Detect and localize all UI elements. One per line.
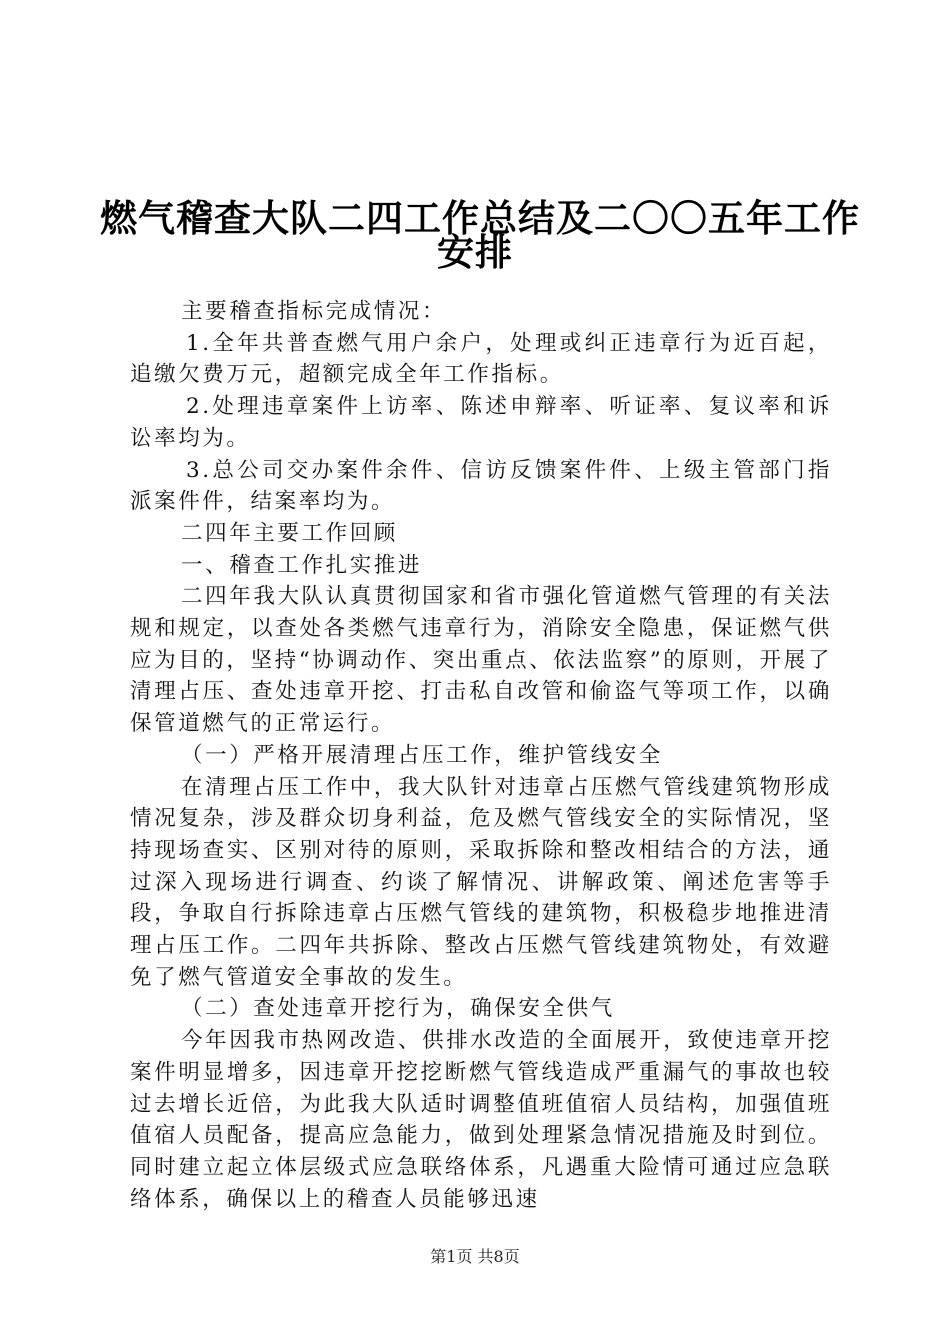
paragraph-section-1-body: 二四年我大队认真贯彻国家和省市强化管道燃气管理的有关法规和规定，以查处各类燃气违章行为，消除安全隐患，保证燃气供应为目的，坚持“协调动作、突出重点、依法监察”的原则，开展了清理占压、查处违章开挖、打击私自改管和偷盗气等项工作，以确保管道燃气的正常运行。: [130, 584, 832, 737]
paragraph-item-2: 2.处理违章案件上访率、陈述申辩率、听证率、复议率和诉讼率均为。: [130, 394, 832, 451]
paragraph-item-3: 3.总公司交办案件余件、信访反馈案件件、上级主管部门指派案件件，结案率均为。: [130, 457, 832, 515]
paragraph-subsection-2-body: 今年因我市热网改造、供排水改造的全面展开，致使违章开挖案件明显增多，因违章开挖挖断燃气管线造成严重漏气的事故也较过去增长近倍，为此我大队适时调整值班值宿人员结构，加强值班值宿人员配备，提高应急能力，做到处理紧急情况措施及时到位。同时建立起立体层级式应急联络体系，凡遇重大险情可通过应急联络体系，确保以上的稽查人员能够迅速: [130, 1028, 832, 1212]
paragraph-subsection-1-body: 在清理占压工作中，我大队针对违章占压燃气管线建筑物形成情况复杂，涉及群众切身利益，危及燃气管线安全的实际情况，坚持现场查实、区别对待的原则，采取拆除和整改相结合的方法，通过深入现场进行调查、约谈了解情况、讲解政策、阐述危害等手段，争取自行拆除违章占压燃气管线的建筑物，积极稳步地推进清理占压工作。二四年共拆除、整改占压燃气管线建筑物处，有效避免了燃气管道安全事故的发生。: [130, 774, 832, 990]
document-body: [130, 296, 832, 1215]
page-footer: 第1页 共8页: [430, 1247, 520, 1266]
paragraph-subsection-1-heading: （一）严格开展清理占压工作，维护管线安全: [181, 742, 664, 768]
document-title-line-2: 安排: [437, 230, 513, 274]
paragraph-subsection-2-heading: （二）查处违章开挖行为，确保安全供气: [181, 996, 615, 1022]
paragraph-item-1: 1.全年共普查燃气用户余户，处理或纠正违章行为近百起，追缴欠费万元，超额完成全年工作指标。: [130, 330, 832, 388]
paragraph-section-1-heading: 一、稽查工作扎实推进: [181, 552, 423, 578]
paragraph-summary-heading: 主要稽查指标完成情况：: [181, 299, 447, 324]
paragraph-review-heading: 二四年主要工作回顾: [181, 520, 398, 546]
document-title-line-1: 燃气稽查大队二四工作总结及二〇〇五年工作: [100, 196, 860, 240]
